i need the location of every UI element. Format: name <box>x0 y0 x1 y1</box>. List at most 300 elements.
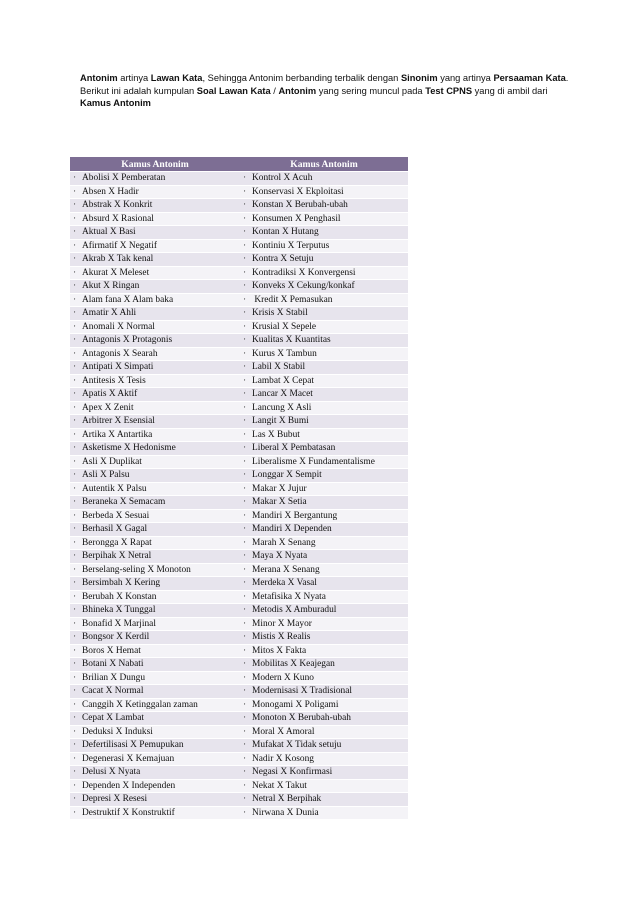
bullet-icon: · <box>73 389 77 400</box>
bullet-icon: · <box>243 213 247 224</box>
intro-paragraph-1 <box>80 72 570 85</box>
antonym-cell-left <box>70 658 240 672</box>
bullet-icon: · <box>243 443 247 454</box>
antonym-pair-text: Mitos X Fakta <box>252 645 307 656</box>
bullet-icon: · <box>73 780 77 791</box>
table-row <box>70 239 408 253</box>
antonym-cell-left <box>70 239 240 253</box>
antonym-cell-right <box>240 442 408 456</box>
antonym-pair-text: Merana X Senang <box>252 564 320 575</box>
antonym-pair-text: Alam fana X Alam baka <box>82 294 174 305</box>
bullet-icon: · <box>73 537 77 548</box>
antonym-pair-text: Monogami X Poligami <box>252 699 339 710</box>
table-row <box>70 374 408 388</box>
antonym-pair-text: Mandiri X Dependen <box>252 524 332 535</box>
table-row <box>70 347 408 361</box>
antonym-pair-text: Mobilitas X Keajegan <box>252 659 335 670</box>
antonym-cell-right <box>240 563 408 577</box>
bullet-icon: · <box>243 375 247 386</box>
bullet-icon: · <box>243 281 247 292</box>
bullet-icon: · <box>73 578 77 589</box>
table-row <box>70 644 408 658</box>
antonym-cell-right <box>240 658 408 672</box>
bullet-icon: · <box>73 510 77 521</box>
bullet-icon: · <box>73 645 77 656</box>
antonym-pair-text: Longgar X Sempit <box>252 470 322 481</box>
antonym-cell-right <box>240 185 408 199</box>
antonym-pair-text: Lambat X Cepat <box>252 375 314 386</box>
intro-text-run: Berikut ini adalah kumpulan <box>80 85 197 96</box>
antonym-cell-left <box>70 712 240 726</box>
bullet-icon: · <box>243 510 247 521</box>
antonym-cell-right <box>240 226 408 240</box>
bullet-icon: · <box>243 767 247 778</box>
antonym-cell-right <box>240 482 408 496</box>
antonym-pair-text: Liberalisme X Fundamentalisme <box>252 456 375 467</box>
antonym-cell-left <box>70 793 240 807</box>
bullet-icon: · <box>243 807 247 818</box>
table-row <box>70 712 408 726</box>
bullet-icon: · <box>73 470 77 481</box>
antonym-cell-right <box>240 577 408 591</box>
intro-bold-text: Lawan Kata <box>150 73 203 83</box>
antonym-pair-text: Autentik X Palsu <box>82 483 147 494</box>
bullet-icon: · <box>243 537 247 548</box>
bullet-icon: · <box>73 294 77 305</box>
antonym-cell-left <box>70 199 240 213</box>
antonym-cell-left <box>70 374 240 388</box>
antonym-cell-left <box>70 604 240 618</box>
bullet-icon: · <box>243 713 247 724</box>
bullet-icon: · <box>73 267 77 278</box>
antonym-cell-left <box>70 280 240 294</box>
bullet-icon: · <box>73 551 77 562</box>
table-row <box>70 577 408 591</box>
antonym-cell-left <box>70 347 240 361</box>
bullet-icon: · <box>73 524 77 535</box>
bullet-icon: · <box>73 227 77 238</box>
antonym-cell-right <box>240 590 408 604</box>
bullet-icon: · <box>73 456 77 467</box>
antonym-pair-text: Krusial X Sepele <box>252 321 317 332</box>
antonym-pair-text: Berselang-seling X Monoton <box>82 564 191 575</box>
antonym-cell-left <box>70 266 240 280</box>
antonym-pair-text: Konstan X Berubah-ubah <box>252 200 348 211</box>
antonym-pair-text: Makar X Setia <box>252 497 307 508</box>
bullet-icon: · <box>243 254 247 265</box>
bullet-icon: · <box>243 308 247 319</box>
antonym-cell-left <box>70 401 240 415</box>
bullet-icon: · <box>73 213 77 224</box>
antonym-pair-text: Beraneka X Semacam <box>82 497 166 508</box>
antonym-cell-left <box>70 172 240 186</box>
bullet-icon: · <box>73 672 77 683</box>
table-row <box>70 442 408 456</box>
antonym-pair-text: Kontan X Hutang <box>252 227 319 238</box>
antonym-cell-left <box>70 307 240 321</box>
table-row <box>70 604 408 618</box>
antonym-cell-left <box>70 415 240 429</box>
table-row <box>70 212 408 226</box>
antonym-cell-right <box>240 752 408 766</box>
intro-paragraph-2 <box>80 85 570 110</box>
bullet-icon: · <box>243 780 247 791</box>
antonym-pair-text: Dependen X Independen <box>82 780 176 791</box>
antonym-pair-text: Makar X Jujur <box>252 483 307 494</box>
table-row <box>70 199 408 213</box>
antonym-cell-left <box>70 671 240 685</box>
bullet-icon: · <box>73 240 77 251</box>
antonym-cell-right <box>240 523 408 537</box>
antonym-cell-right <box>240 428 408 442</box>
antonym-pair-text: Antitesis X Tesis <box>82 375 146 386</box>
antonym-pair-text: Berbeda X Sesuai <box>82 510 150 521</box>
table-row <box>70 388 408 402</box>
table-row <box>70 266 408 280</box>
table-row <box>70 509 408 523</box>
antonym-pair-text: Bongsor X Kerdil <box>82 632 150 643</box>
antonym-pair-text: Akrab X Tak kenal <box>82 254 154 265</box>
bullet-icon: · <box>73 402 77 413</box>
bullet-icon: · <box>243 389 247 400</box>
bullet-icon: · <box>243 200 247 211</box>
antonym-pair-text: Bonafid X Marjinal <box>82 618 156 629</box>
antonym-pair-text: Cacat X Normal <box>82 686 144 697</box>
antonym-pair-text: Boros X Hemat <box>82 645 141 656</box>
antonym-pair-text: Apatis X Aktif <box>82 389 138 400</box>
bullet-icon: · <box>243 186 247 197</box>
bullet-icon: · <box>73 605 77 616</box>
table-row <box>70 658 408 672</box>
bullet-icon: · <box>73 618 77 629</box>
table-row <box>70 415 408 429</box>
antonym-cell-right <box>240 320 408 334</box>
antonym-pair-text: Berhasil X Gagal <box>82 524 148 535</box>
bullet-icon: · <box>73 443 77 454</box>
antonym-pair-text: Bhineka X Tunggal <box>82 605 156 616</box>
antonym-pair-text: Antagonis X Searah <box>82 348 158 359</box>
table-row <box>70 671 408 685</box>
antonym-cell-left <box>70 766 240 780</box>
antonym-pair-text: Bersimbah X Kering <box>82 578 161 589</box>
table-row <box>70 793 408 807</box>
antonym-pair-text: Delusi X Nyata <box>82 767 141 778</box>
table-row <box>70 320 408 334</box>
table-header-left: Kamus Antonim <box>70 157 240 172</box>
antonym-cell-right <box>240 509 408 523</box>
intro-bold-text: Antonim <box>80 73 118 83</box>
antonym-cell-left <box>70 388 240 402</box>
bullet-icon: · <box>243 227 247 238</box>
antonym-pair-text: Nadir X Kosong <box>252 753 314 764</box>
table-row <box>70 685 408 699</box>
bullet-icon: · <box>73 173 77 184</box>
bullet-icon: · <box>243 173 247 184</box>
intro-text-run: yang artinya <box>437 73 494 83</box>
table-body <box>70 172 408 820</box>
antonym-pair-text: Liberal X Pembatasan <box>252 443 336 454</box>
antonym-cell-left <box>70 590 240 604</box>
bullet-icon: · <box>243 591 247 602</box>
antonym-pair-text: Minor X Mayor <box>252 618 312 629</box>
antonym-cell-right <box>240 725 408 739</box>
antonym-pair-text: Las X Bubut <box>252 429 300 440</box>
bullet-icon: · <box>73 686 77 697</box>
antonym-pair-text: Absen X Hadir <box>82 186 139 197</box>
antonym-cell-left <box>70 617 240 631</box>
antonym-cell-right <box>240 766 408 780</box>
table-row <box>70 334 408 348</box>
antonym-pair-text: Akurat X Meleset <box>82 267 150 278</box>
antonym-cell-left <box>70 752 240 766</box>
antonym-pair-text: Netral X Berpihak <box>252 794 322 805</box>
antonym-cell-right <box>240 779 408 793</box>
antonym-cell-right <box>240 739 408 753</box>
antonym-cell-left <box>70 293 240 307</box>
bullet-icon: · <box>73 321 77 332</box>
table-row <box>70 752 408 766</box>
bullet-icon: · <box>243 740 247 751</box>
antonym-pair-text: Berpihak X Netral <box>82 551 152 562</box>
table-row <box>70 536 408 550</box>
bullet-icon: · <box>243 470 247 481</box>
bullet-icon: · <box>73 659 77 670</box>
antonym-pair-text: Defertilisasi X Pemupukan <box>82 740 184 751</box>
table-row <box>70 455 408 469</box>
antonym-pair-text: Aktual X Basi <box>82 227 136 238</box>
intro-text-run: yang di ambil dari <box>472 85 548 96</box>
bullet-icon: · <box>243 267 247 278</box>
bullet-icon: · <box>73 632 77 643</box>
table-row <box>70 617 408 631</box>
table-row <box>70 185 408 199</box>
bullet-icon: · <box>243 686 247 697</box>
antonym-cell-right <box>240 347 408 361</box>
antonym-pair-text: Monoton X Berubah-ubah <box>252 713 351 724</box>
antonym-cell-right <box>240 671 408 685</box>
table-row <box>70 806 408 819</box>
bullet-icon: · <box>243 348 247 359</box>
intro-bold-text: Kamus Antonim <box>80 98 151 108</box>
antonym-cell-left <box>70 320 240 334</box>
bullet-icon: · <box>243 632 247 643</box>
antonym-table <box>70 157 408 819</box>
antonym-cell-left <box>70 334 240 348</box>
antonym-cell-right <box>240 374 408 388</box>
intro-text <box>80 72 570 110</box>
antonym-pair-text: Antipati X Simpati <box>82 362 154 373</box>
bullet-icon: · <box>243 429 247 440</box>
bullet-icon: · <box>73 767 77 778</box>
bullet-icon: · <box>243 672 247 683</box>
antonym-pair-text: Mandiri X Bergantung <box>252 510 338 521</box>
bullet-icon: · <box>243 402 247 413</box>
antonym-pair-text: Artika X Antartika <box>82 429 153 440</box>
antonym-cell-right <box>240 199 408 213</box>
antonym-pair-text: Nirwana X Dunia <box>252 807 319 818</box>
antonym-pair-text: Maya X Nyata <box>252 551 308 562</box>
table-row <box>70 523 408 537</box>
bullet-icon: · <box>243 605 247 616</box>
antonym-pair-text: Absurd X Rasional <box>82 213 154 224</box>
bullet-icon: · <box>243 240 247 251</box>
antonym-pair-text: Moral X Amoral <box>252 726 315 737</box>
antonym-pair-text: Abstrak X Konkrit <box>82 200 153 211</box>
table-row <box>70 226 408 240</box>
bullet-icon: · <box>73 200 77 211</box>
bullet-icon: · <box>243 321 247 332</box>
bullet-icon: · <box>243 726 247 737</box>
table-header-right: Kamus Antonim <box>240 157 408 172</box>
bullet-icon: · <box>73 497 77 508</box>
antonym-pair-text: Krisis X Stabil <box>252 308 308 319</box>
antonym-pair-text: Nekat X Takut <box>252 780 307 791</box>
antonym-pair-text: Konveks X Cekung/konkaf <box>252 281 355 292</box>
antonym-cell-left <box>70 563 240 577</box>
antonym-cell-left <box>70 550 240 564</box>
antonym-pair-text: Kurus X Tambun <box>252 348 317 359</box>
intro-text-run: / <box>270 85 279 96</box>
bullet-icon: · <box>73 713 77 724</box>
bullet-icon: · <box>73 335 77 346</box>
antonym-cell-left <box>70 644 240 658</box>
antonym-pair-text: Amatir X Ahli <box>82 308 137 319</box>
antonym-pair-text: Degenerasi X Kemajuan <box>82 753 175 764</box>
intro-bold-text: Persaaman Kata <box>493 73 566 83</box>
bullet-icon: · <box>73 375 77 386</box>
antonym-pair-text: Cepat X Lambat <box>82 713 144 724</box>
antonym-pair-text: Merdeka X Vasal <box>252 578 317 589</box>
antonym-cell-right <box>240 496 408 510</box>
antonym-cell-right <box>240 712 408 726</box>
table-row <box>70 739 408 753</box>
bullet-icon: · <box>243 618 247 629</box>
antonym-cell-right <box>240 604 408 618</box>
bullet-icon: · <box>73 807 77 818</box>
antonym-pair-text: Abolisi X Pemberatan <box>82 173 166 184</box>
antonym-cell-left <box>70 212 240 226</box>
intro-text-run: yang sering muncul pada <box>316 85 426 96</box>
table-row <box>70 766 408 780</box>
bullet-icon: · <box>73 348 77 359</box>
bullet-icon: · <box>73 483 77 494</box>
bullet-icon: · <box>243 497 247 508</box>
bullet-icon: · <box>243 335 247 346</box>
antonym-pair-text: Deduksi X Induksi <box>82 726 153 737</box>
bullet-icon: · <box>243 483 247 494</box>
antonym-pair-text: Modern X Kuno <box>252 672 314 683</box>
intro-bold-text: Antonim <box>278 85 317 96</box>
antonym-cell-left <box>70 725 240 739</box>
antonym-pair-text: Kualitas X Kuantitas <box>252 335 331 346</box>
bullet-icon: · <box>243 659 247 670</box>
antonym-cell-right <box>240 280 408 294</box>
table-row <box>70 253 408 267</box>
bullet-icon: · <box>243 645 247 656</box>
antonym-pair-text: Kontiniu X Terputus <box>252 240 330 251</box>
antonym-pair-text: Metafisika X Nyata <box>252 591 326 602</box>
antonym-pair-text: Antagonis X Protagonis <box>82 335 173 346</box>
antonym-cell-left <box>70 496 240 510</box>
antonym-pair-text: Brilian X Dungu <box>82 672 146 683</box>
bullet-icon: · <box>73 362 77 373</box>
antonym-cell-left <box>70 698 240 712</box>
antonym-cell-left <box>70 509 240 523</box>
antonym-pair-text: Langit X Bumi <box>252 416 309 427</box>
bullet-icon: · <box>73 591 77 602</box>
antonym-cell-right <box>240 361 408 375</box>
antonym-cell-right <box>240 212 408 226</box>
antonym-pair-text: Lancung X Asli <box>252 402 312 413</box>
intro-bold-text: Soal Lawan Kata <box>196 85 271 96</box>
table-row <box>70 401 408 415</box>
intro-bold-text: Sinonim <box>400 73 438 83</box>
table-header-row <box>70 157 408 172</box>
intro-text-run: artinya <box>117 73 151 83</box>
bullet-icon: · <box>73 564 77 575</box>
table-row <box>70 361 408 375</box>
antonym-pair-text: Metodis X Amburadul <box>252 605 337 616</box>
table-row <box>70 428 408 442</box>
antonym-cell-right <box>240 469 408 483</box>
antonym-pair-text: Kontradiksi X Konvergensi <box>252 267 356 278</box>
antonym-pair-text: Arbitrer X Esensial <box>82 416 155 427</box>
antonym-cell-right <box>240 307 408 321</box>
antonym-cell-right <box>240 239 408 253</box>
antonym-pair-text: Destruktif X Konstruktif <box>82 807 175 818</box>
antonym-cell-left <box>70 685 240 699</box>
antonym-cell-right <box>240 698 408 712</box>
antonym-cell-right <box>240 536 408 550</box>
table-row <box>70 631 408 645</box>
antonym-pair-text: Asli X Duplikat <box>82 456 142 467</box>
antonym-cell-right <box>240 172 408 186</box>
antonym-pair-text: Berubah X Konstan <box>82 591 157 602</box>
table-row <box>70 725 408 739</box>
antonym-pair-text: Depresi X Resesi <box>82 794 148 805</box>
bullet-icon: · <box>243 564 247 575</box>
antonym-pair-text: Kontrol X Acuh <box>252 173 313 184</box>
antonym-cell-left <box>70 226 240 240</box>
antonym-pair-text: Botani X Nabati <box>82 659 144 670</box>
bullet-icon: · <box>243 416 247 427</box>
antonym-cell-left <box>70 185 240 199</box>
antonym-pair-text: Akut X Ringan <box>82 281 140 292</box>
antonym-pair-text: Asli X Palsu <box>82 470 130 481</box>
antonym-cell-right <box>240 253 408 267</box>
table-row <box>70 280 408 294</box>
antonym-cell-left <box>70 577 240 591</box>
bullet-icon: · <box>73 186 77 197</box>
antonym-cell-left <box>70 631 240 645</box>
bullet-icon: · <box>73 794 77 805</box>
table-row <box>70 469 408 483</box>
bullet-icon: · <box>73 699 77 710</box>
antonym-pair-text: Kredit X Pemasukan <box>252 294 333 305</box>
bullet-icon: · <box>73 281 77 292</box>
bullet-icon: · <box>73 726 77 737</box>
antonym-cell-right <box>240 455 408 469</box>
table-row <box>70 590 408 604</box>
bullet-icon: · <box>73 753 77 764</box>
antonym-cell-left <box>70 739 240 753</box>
antonym-pair-text: Konservasi X Ekploitasi <box>252 186 344 197</box>
bullet-icon: · <box>73 254 77 265</box>
antonym-cell-right <box>240 266 408 280</box>
table-row <box>70 698 408 712</box>
antonym-pair-text: Anomali X Normal <box>82 321 155 332</box>
intro-text-run: , Sehingga Antonim berbanding terbalik dengan <box>202 73 401 83</box>
